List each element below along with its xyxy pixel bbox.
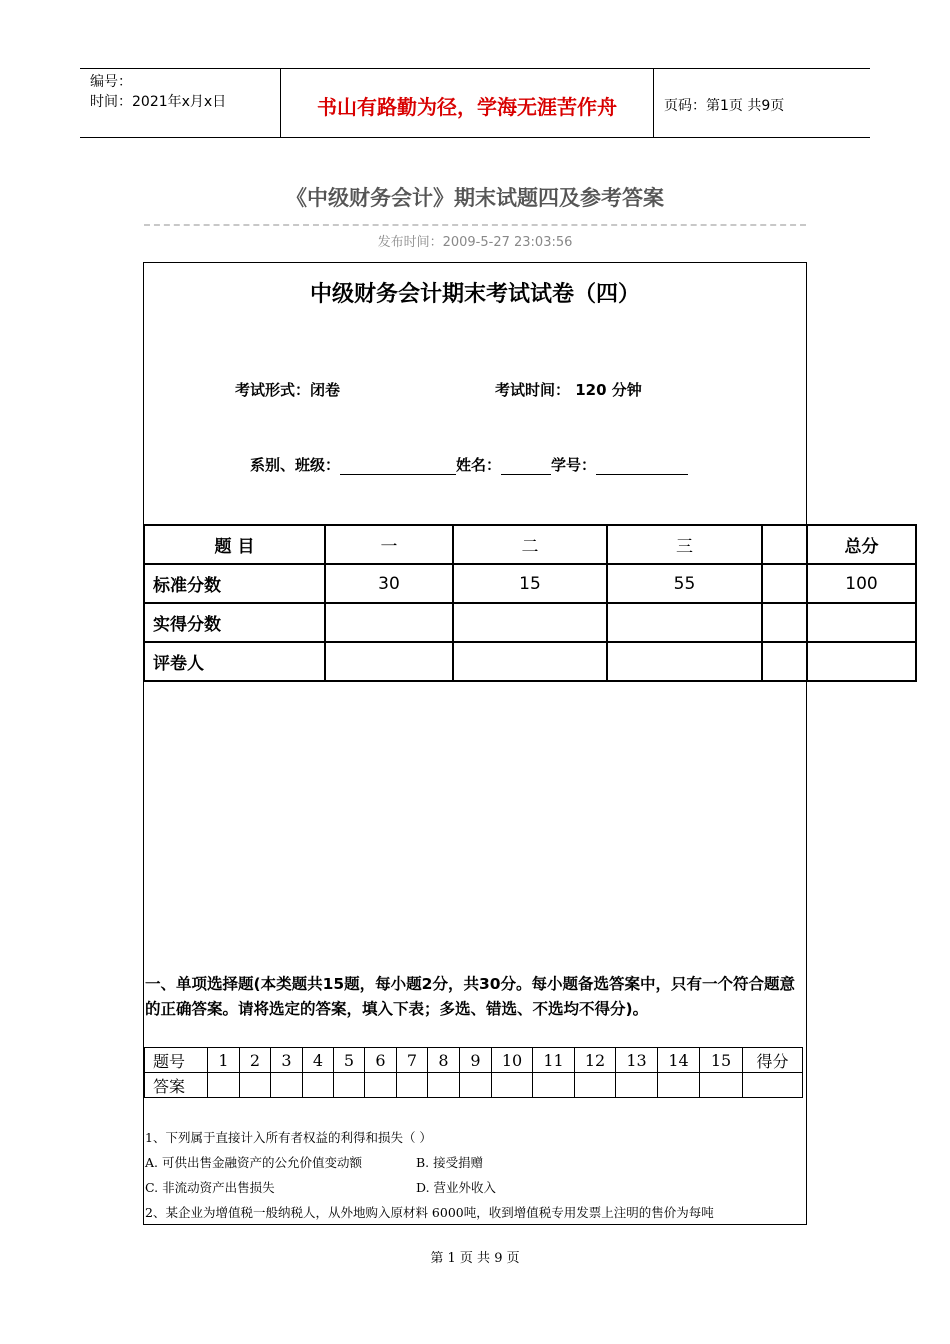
score-row-label: 评卷人 [144,642,325,681]
score-row-grader [144,642,916,681]
answer-header-cell: 7 [397,1048,428,1073]
score-cell[interactable] [762,642,807,681]
document-title: 《中级财务会计》期末试题四及参考答案 [286,186,664,210]
answer-cell[interactable] [533,1073,575,1098]
score-table [143,524,917,682]
answer-header-cell: 12 [575,1048,616,1073]
exam-duration: 考试时间： 120 分钟 [495,381,642,399]
answer-header-cell: 5 [334,1048,365,1073]
header-motto-cell [281,69,654,137]
answer-cell[interactable] [428,1073,460,1098]
score-header-cell: 一 [325,525,453,564]
header-page-cell [654,69,870,137]
class-blank [340,458,456,475]
dashed-divider [144,224,806,226]
score-cell[interactable] [453,642,607,681]
score-cell[interactable] [325,603,453,642]
page-footer: 第 1 页 共 9 页 [430,1251,520,1266]
score-header-cell: 题 目 [144,525,325,564]
answer-header-cell: 题号 [145,1048,208,1073]
answer-cell[interactable] [575,1073,616,1098]
answer-cell[interactable] [365,1073,397,1098]
answer-header-cell: 14 [658,1048,700,1073]
answer-header-cell: 8 [428,1048,460,1073]
question-2: 2、某企业为增值税一般纳税人，从外地购入原材料 6000吨，收到增值税专用发票上注明的售价为每吨 [145,1205,714,1220]
score-cell[interactable] [325,642,453,681]
answer-header-cell: 2 [240,1048,271,1073]
answer-cell[interactable] [271,1073,303,1098]
answer-header-row [145,1048,803,1073]
answer-cell[interactable] [658,1073,700,1098]
answer-cell[interactable] [334,1073,365,1098]
answer-cell[interactable] [700,1073,743,1098]
score-cell[interactable] [807,603,916,642]
answer-header-cell: 10 [492,1048,533,1073]
answer-cell[interactable] [743,1073,803,1098]
score-cell[interactable] [607,642,762,681]
answer-header-cell: 11 [533,1048,575,1073]
motto: 书山有路勤为径，学海无涯苦作舟 [317,95,617,119]
score-cell[interactable] [762,603,807,642]
score-cell[interactable] [807,642,916,681]
score-row-label: 实得分数 [144,603,325,642]
answer-header-cell: 3 [271,1048,303,1073]
question-1-option-c: C. 非流动资产出售损失 [145,1180,275,1195]
student-info-line [250,454,688,475]
class-label: 系别、班级： [250,456,341,474]
score-cell[interactable] [453,603,607,642]
answer-header-cell: 6 [365,1048,397,1073]
score-row-label: 标准分数 [144,564,325,603]
name-blank [501,458,551,475]
score-row-standard [144,564,916,603]
answer-row [145,1073,803,1098]
section-1-instructions: 一、单项选择题(本类题共15题，每小题2分，共30分。每小题备选答案中，只有一个符合题意的正确答案。请将选定的答案，填入下表；多选、错选、不选均不得分)。 [145,975,796,1018]
answer-header-cell: 1 [208,1048,240,1073]
question-1-option-d: D. 营业外收入 [416,1180,497,1195]
answer-cell[interactable] [397,1073,428,1098]
question-1-option-a: A. 可供出售金融资产的公允价值变动额 [145,1155,362,1170]
answer-table [144,1047,803,1098]
score-row-actual [144,603,916,642]
score-cell[interactable] [607,603,762,642]
publish-time: 发布时间：2009-5-27 23:03:56 [377,235,573,250]
score-header-row [144,525,916,564]
answer-header-cell: 得分 [743,1048,803,1073]
score-header-cell [762,525,807,564]
document-header [80,68,870,138]
score-header-cell: 二 [453,525,607,564]
answer-cell[interactable] [208,1073,240,1098]
answer-cell[interactable] [460,1073,492,1098]
score-cell: 55 [607,564,762,603]
answer-cell[interactable] [616,1073,658,1098]
score-header-cell: 总分 [807,525,916,564]
answer-cell[interactable] [303,1073,334,1098]
exam-form: 考试形式：闭卷 [235,381,341,399]
id-blank [596,458,688,475]
time-label: 时间：2021年x月x日 [90,94,227,110]
answer-header-cell: 15 [700,1048,743,1073]
answer-header-cell: 9 [460,1048,492,1073]
answer-header-cell: 13 [616,1048,658,1073]
id-label: 学号： [551,456,597,474]
answer-cell[interactable] [240,1073,271,1098]
score-cell: 100 [807,564,916,603]
page-label: 页码：第1页 共9页 [664,98,785,114]
answer-row-label: 答案 [145,1073,208,1098]
name-label: 姓名： [456,456,502,474]
answer-header-cell: 4 [303,1048,334,1073]
score-cell: 30 [325,564,453,603]
header-meta-cell [80,69,281,137]
score-header-cell: 三 [607,525,762,564]
exam-title: 中级财务会计期末考试试卷（四） [309,282,640,307]
question-1: 1、下列属于直接计入所有者权益的利得和损失（ ） [145,1130,432,1145]
answer-cell[interactable] [492,1073,533,1098]
question-1-option-b: B. 接受捐赠 [416,1155,484,1170]
serial-label: 编号： [90,74,132,90]
score-cell [762,564,807,603]
score-cell: 15 [453,564,607,603]
